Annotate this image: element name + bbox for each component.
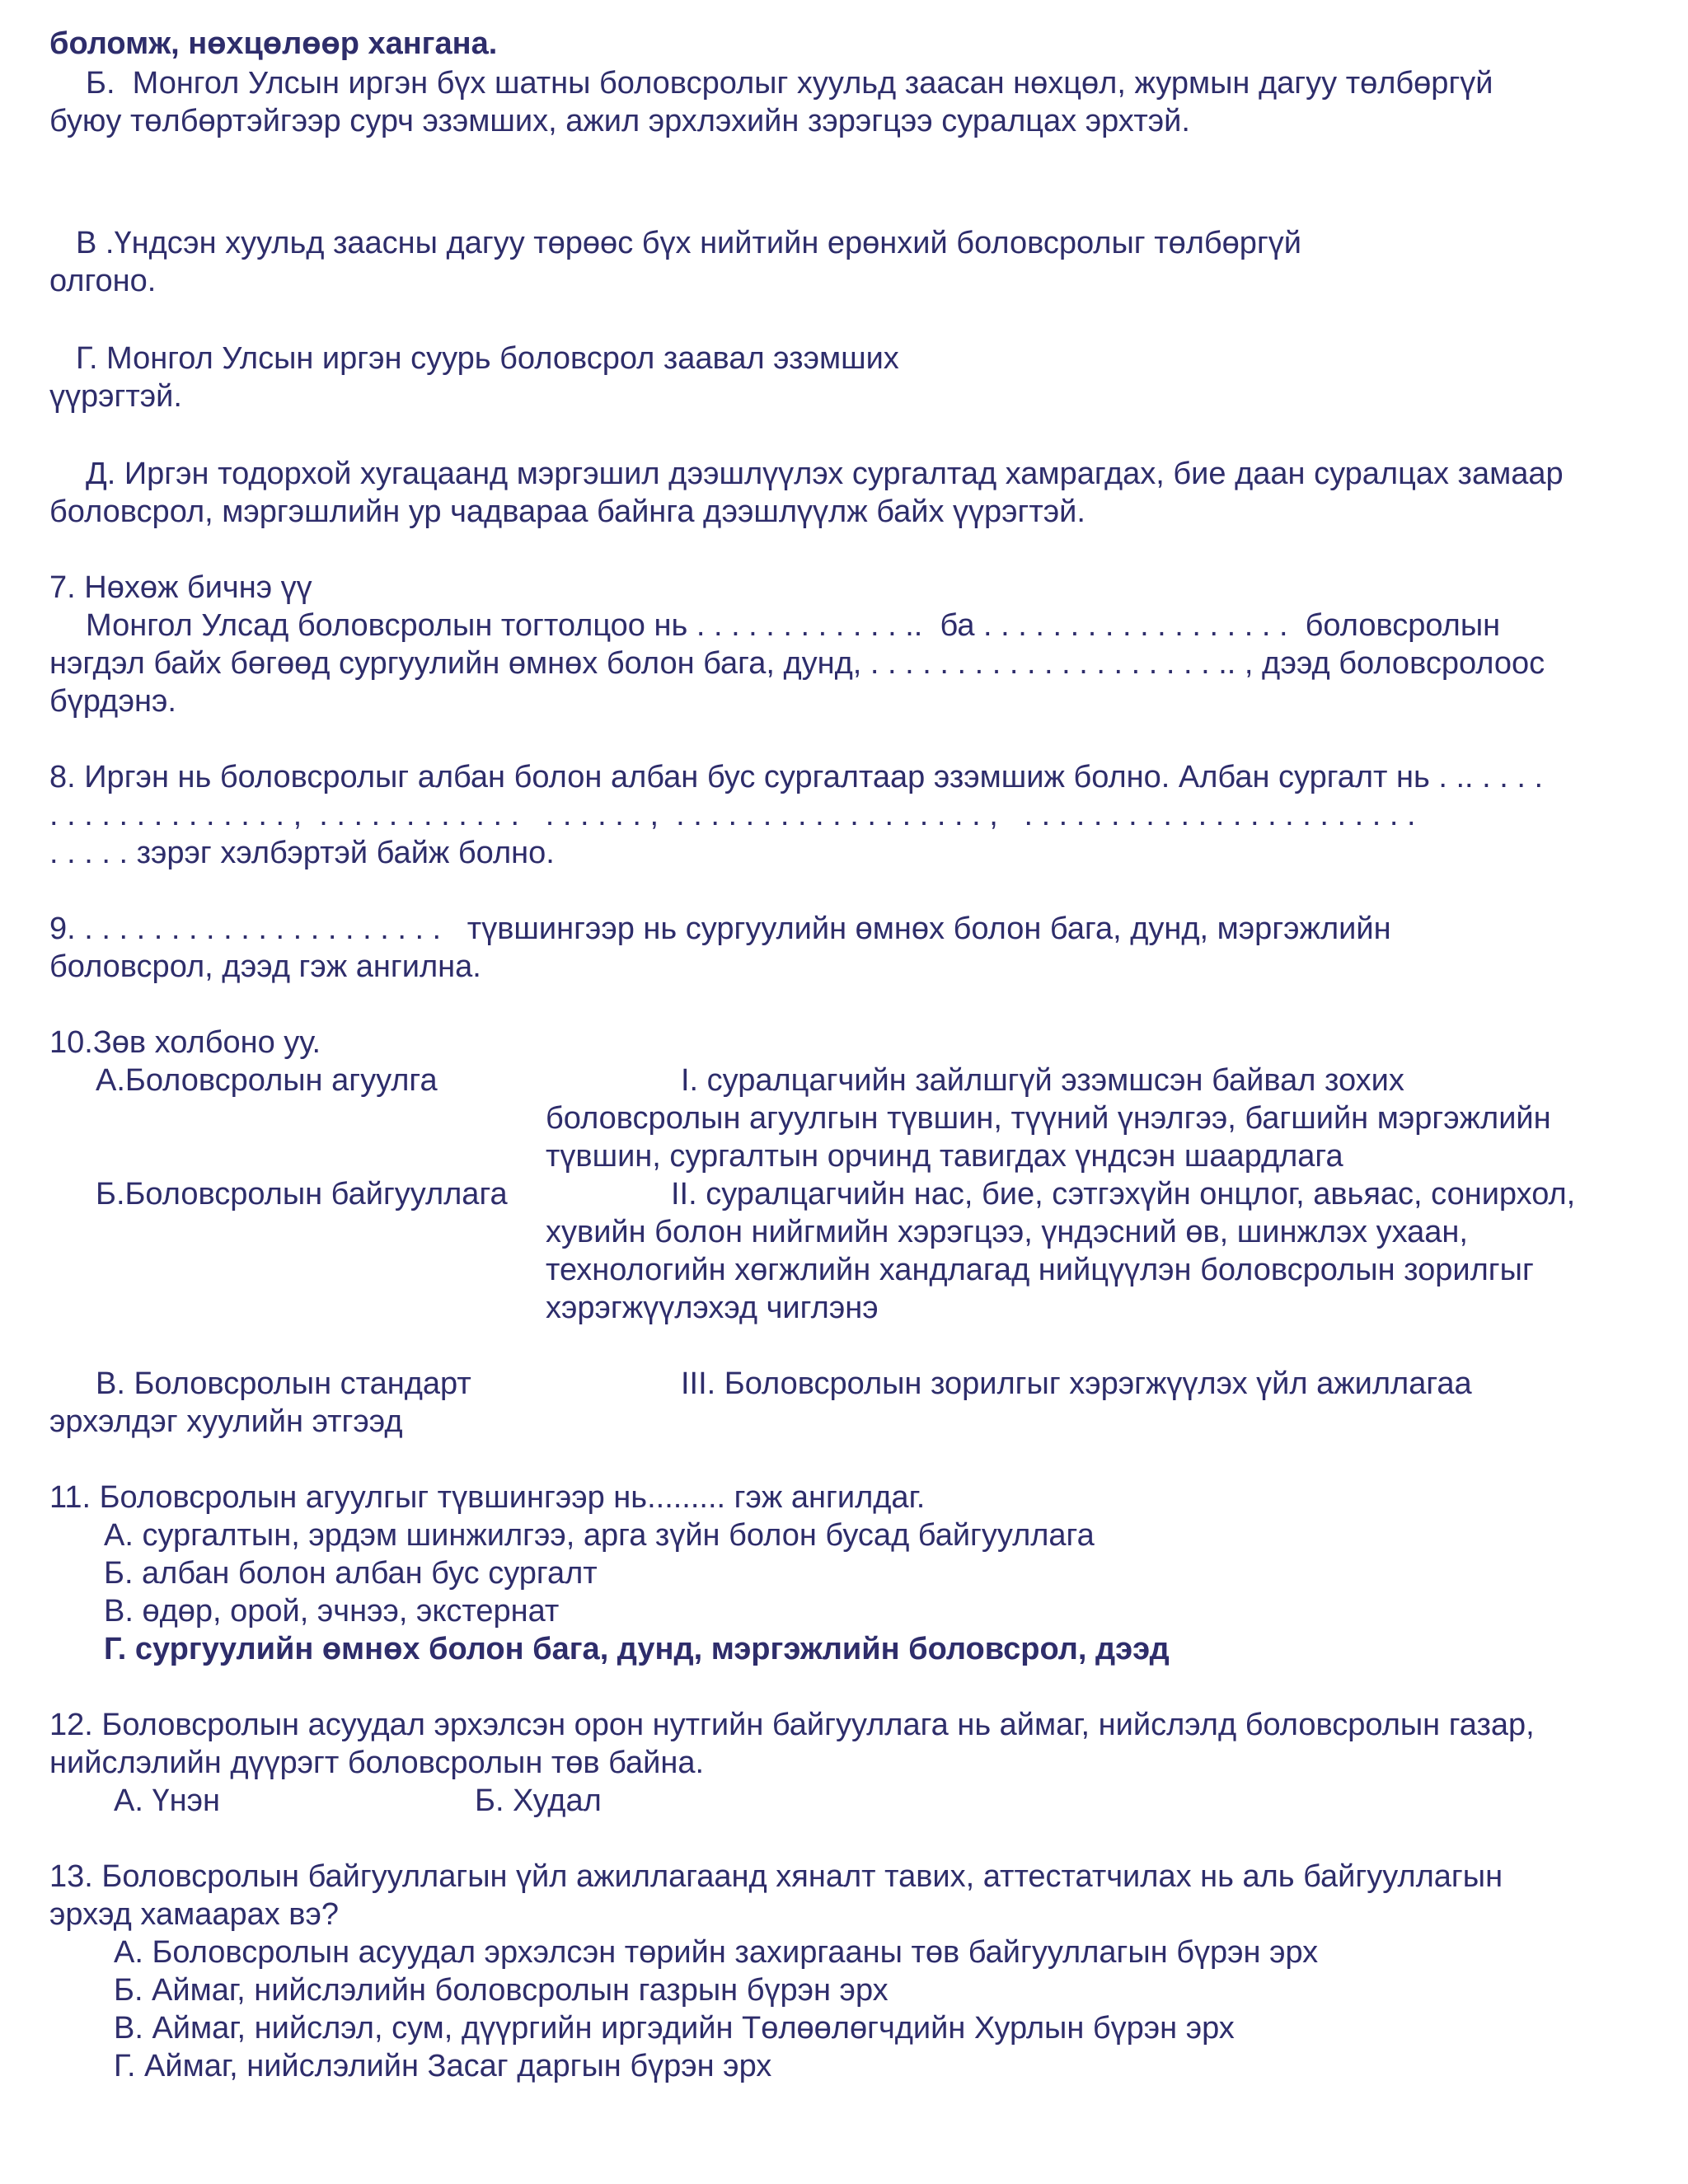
- question-8-line-2: . . . . . . . . . . . . . . , . . . . . . . . . . . . . . . . . . , . . . . . . . . . . . . . . . . . . , . . . . . . . . . . . . . . . . . . . . . . .: [49, 798, 1416, 832]
- question-10-item-v: В. Боловсролын стандарт: [96, 1366, 471, 1401]
- question-10-item-b: Б.Боловсролын байгууллага: [96, 1177, 508, 1212]
- question-13-option-v: В. Аймаг, нийслэл, сум, дүүргийн иргэдийн Төлөөлөгчдийн Хурлын бүрэн эрх: [114, 2011, 1235, 2046]
- question-10-option-iii-line-2: эрхэлдэг хуулийн этгээд: [49, 1404, 403, 1439]
- question-7-line-3: бүрдэнэ.: [49, 684, 176, 719]
- question-13-option-a: А. Боловсролын асуудал эрхэлсэн төрийн захиргааны төв байгууллагын бүрэн эрх: [114, 1935, 1319, 1970]
- question-10-option-i-line-1: I. суралцагчийн зайлшгүй эзэмшсэн байвал зохих: [681, 1063, 1404, 1098]
- question-13-option-g: Г. Аймаг, нийслэлийн Засаг даргын бүрэн эрх: [114, 2049, 772, 2083]
- paragraph-d-line-2: боловсрол, мэргэшлийн ур чадвараа байнга дээшлүүлж байх үүрэгтэй.: [49, 494, 1085, 529]
- question-12-option-a: А. Үнэн: [114, 1783, 220, 1818]
- question-11-option-a: А. сургалтын, эрдэм шинжилгээ, арга зүйн болон бусад байгууллага: [104, 1518, 1095, 1553]
- question-8-line-1: 8. Иргэн нь боловсролыг албан болон албан бус сургалтаар эзэмшиж болно. Албан сургалт нь . .. . . . .: [49, 760, 1544, 794]
- question-10-option-i-line-3: түвшин, сургалтын орчинд тавигдах үндсэн шаардлага: [546, 1139, 1343, 1174]
- question-9-line-1: 9. . . . . . . . . . . . . . . . . . . . . . түвшингээр нь сургуулийн өмнөх болон бага, дунд, мэргэжлийн: [49, 912, 1391, 946]
- question-10-option-ii-line-2: хувийн болон нийгмийн хэрэгцээ, үндэсний өв, шинжлэх ухаан,: [546, 1215, 1468, 1249]
- question-10-option-ii-line-3: технологийн хөгжлийн хандлагад нийцүүлэн боловсролын зорилгыг: [546, 1253, 1534, 1287]
- question-10-item-a: А.Боловсролын агуулга: [96, 1063, 438, 1098]
- paragraph-d-line-1: Д. Иргэн тодорхой хугацаанд мэргэшил дээшлүүлэх сургалтад хамрагдах, бие даан суралцах замаар: [86, 457, 1564, 491]
- paragraph-v-line-1: В .Үндсэн хуульд заасны дагуу төрөөс бүх нийтийн ерөнхий боловсролыг төлбөргүй: [76, 226, 1302, 260]
- paragraph-g-line-2: үүрэгтэй.: [49, 379, 182, 414]
- question-7-line-1: Монгол Улсад боловсролын тогтолцоо нь . . . . . . . . . . . . .. ба . . . . . . . . . . . . . . . . . . боловсролын: [86, 608, 1501, 643]
- question-11-option-b: Б. албан болон албан бус сургалт: [104, 1556, 598, 1591]
- question-10-option-ii-line-4: хэрэгжүүлэхэд чиглэнэ: [546, 1291, 879, 1325]
- question-10-option-ii-line-1: II. суралцагчийн нас, бие, сэтгэхүйн онцлог, авьяас, сонирхол,: [671, 1177, 1576, 1212]
- question-10-title: 10.Зөв холбоно уу.: [49, 1025, 321, 1060]
- question-11-option-g-answer: Г. сургуулийн өмнөх болон бага, дунд, мэргэжлийн боловсрол, дээд: [104, 1632, 1170, 1666]
- question-13-option-b: Б. Аймаг, нийслэлийн боловсролын газрын бүрэн эрх: [114, 1973, 889, 2008]
- paragraph-g-line-1: Г. Монгол Улсын иргэн суурь боловсрол заавал эзэмших: [76, 341, 899, 376]
- question-12-line-1: 12. Боловсролын асуудал эрхэлсэн орон нутгийн байгууллага нь аймаг, нийслэлд боловсролын газар,: [49, 1708, 1535, 1742]
- question-10-option-iii-line-1: III. Боловсролын зорилгыг хэрэгжүүлэх үйл ажиллагаа: [681, 1366, 1472, 1401]
- question-11-option-v: В. өдөр, орой, эчнээ, экстернат: [104, 1594, 560, 1629]
- question-8-line-3: . . . . . зэрэг хэлбэртэй байж болно.: [49, 836, 555, 870]
- paragraph-b-line-2: буюу төлбөртэйгээр сурч эзэмших, ажил эрхлэхийн зэрэгцээ суралцах эрхтэй.: [49, 104, 1190, 138]
- question-10-option-i-line-2: боловсролын агуулгын түвшин, түүний үнэлгээ, багшийн мэргэжлийн: [546, 1101, 1551, 1136]
- question-13-line-1: 13. Боловсролын байгууллагын үйл ажиллагаанд хяналт тавих, аттестатчилах нь аль байгууллагын: [49, 1859, 1503, 1894]
- continuation-line: боломж, нөхцөлөөр хангана.: [49, 26, 498, 61]
- question-9-line-2: боловсрол, дээд гэж ангилна.: [49, 949, 481, 984]
- question-7-line-2: нэгдэл байх бөгөөд сургуулийн өмнөх болон бага, дунд, . . . . . . . . . . . . . . . . . . . . .. , дээд боловсролоос: [49, 646, 1545, 681]
- question-12-line-2: нийслэлийн дүүрэгт боловсролын төв байна.: [49, 1746, 705, 1780]
- question-11-title: 11. Боловсролын агуулгыг түвшингээр нь......... гэж ангилдаг.: [49, 1480, 926, 1515]
- question-13-line-2: эрхэд хамаарах вэ?: [49, 1897, 340, 1932]
- paragraph-b-line-1: Б. Монгол Улсын иргэн бүх шатны боловсролыг хуульд заасан нөхцөл, журмын дагуу төлбөргүй: [86, 66, 1493, 101]
- question-12-option-b: Б. Худал: [475, 1783, 602, 1818]
- question-7-title: 7. Нөхөж бичнэ үү: [49, 570, 312, 605]
- paragraph-v-line-2: олгоно.: [49, 264, 157, 298]
